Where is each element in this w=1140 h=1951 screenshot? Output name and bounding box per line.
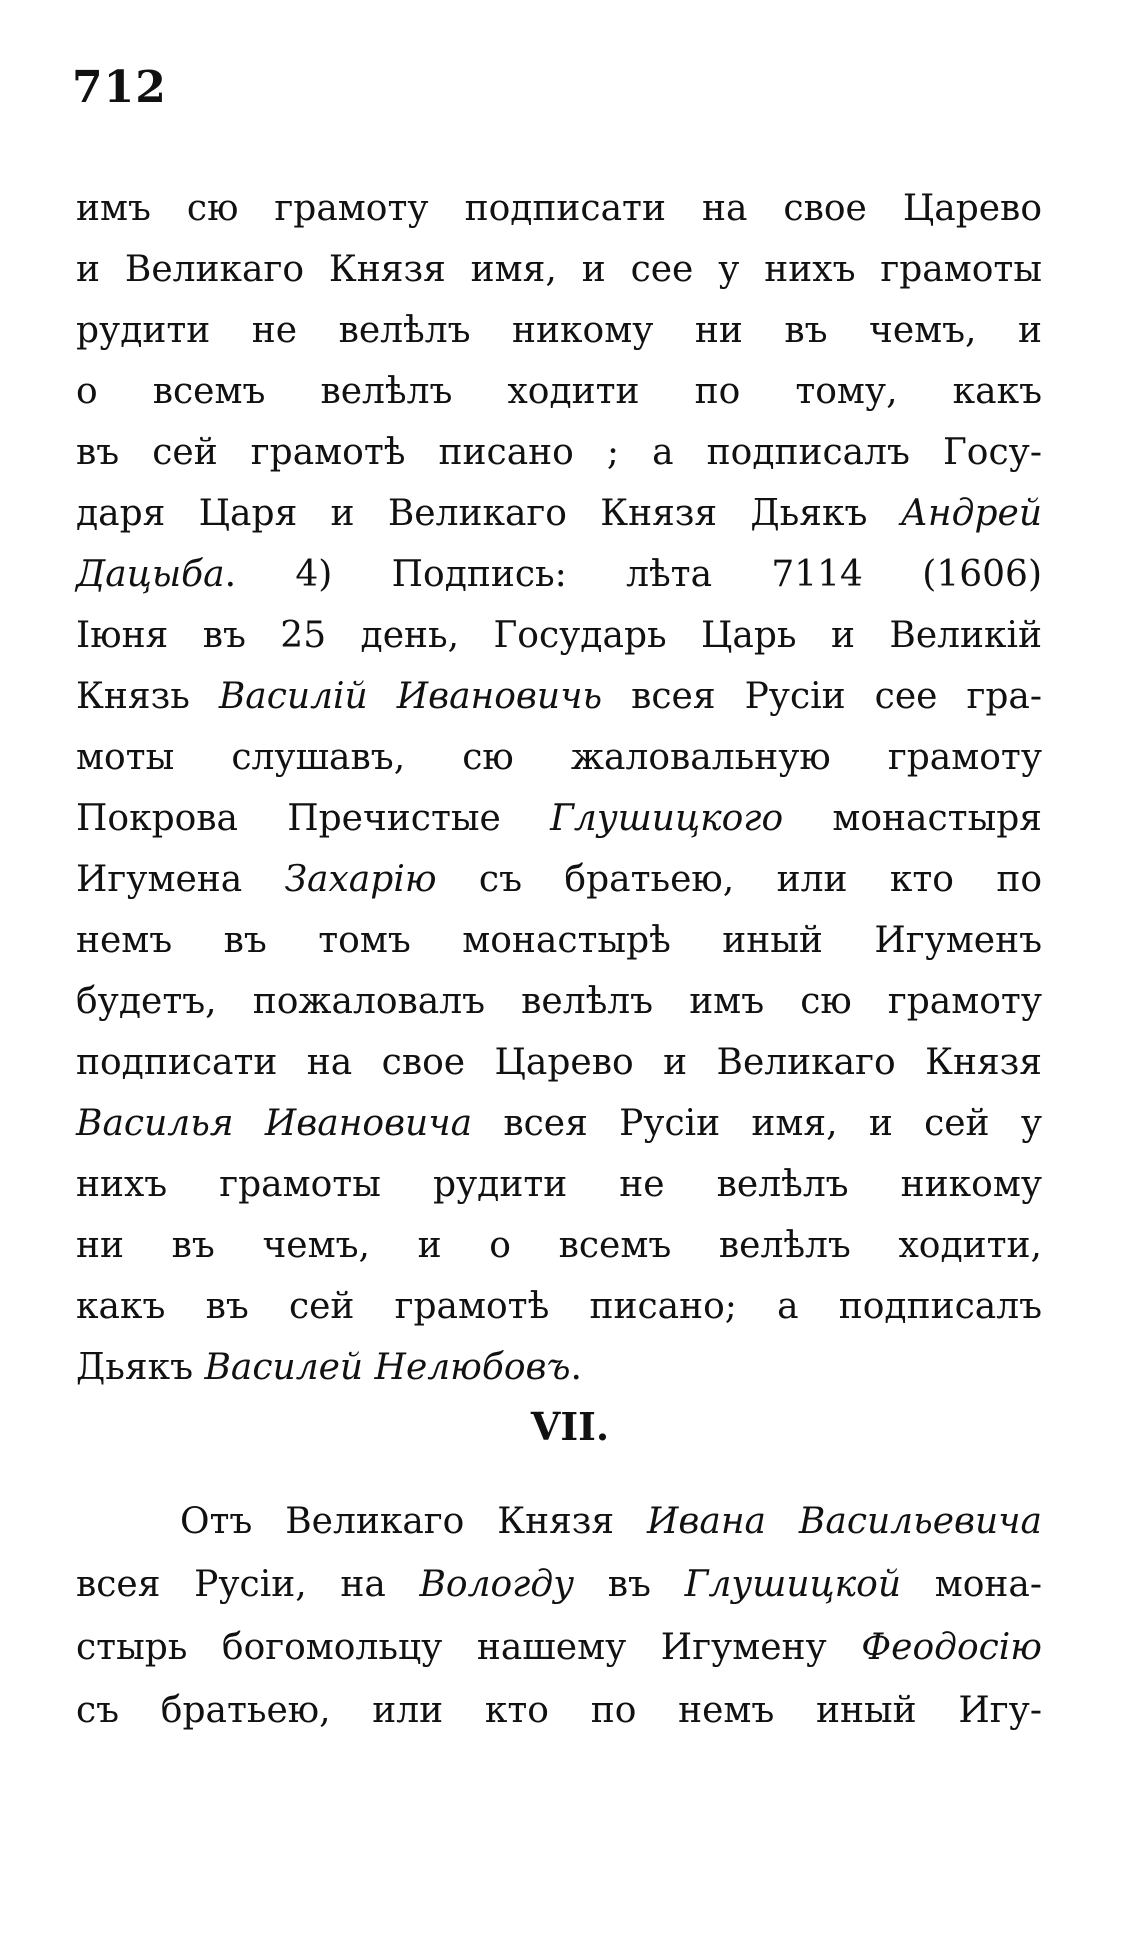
text-segment: всея Русіи, на: [76, 1564, 420, 1605]
letter-text-block: [76, 1490, 1042, 1742]
italic-name-text: Ивана Васильевича: [647, 1501, 1042, 1542]
italic-name-text: Глушицкого: [550, 798, 784, 839]
text-segment: .: [570, 1347, 582, 1388]
italic-name-text: Глушицкой: [684, 1564, 902, 1605]
text-line: [76, 1490, 1042, 1553]
text-segment: немъ въ томъ монастырѣ иный Игуменъ: [76, 920, 1042, 961]
text-segment: и Великаго Князя имя, и сее у нихъ грамоты: [76, 249, 1042, 290]
text-segment: будетъ, пожаловалъ велѣлъ имъ сю грамоту: [76, 981, 1042, 1022]
text-line: [76, 422, 1042, 483]
text-segment: въ сей грамотѣ писано ; а подписалъ Госу-: [76, 432, 1042, 473]
text-line: [76, 727, 1042, 788]
text-segment: съ братьею, или кто по: [436, 859, 1042, 900]
text-segment: стырь богомольцу нашему Игумену: [76, 1627, 862, 1668]
text-segment: Игумена: [76, 859, 285, 900]
page-number: 712: [72, 62, 167, 113]
text-segment: въ: [574, 1564, 685, 1605]
text-segment: всея Русіи имя, и сей у: [472, 1103, 1043, 1144]
text-line: [76, 666, 1042, 727]
text-line: [76, 361, 1042, 422]
italic-name-text: Василей Нелюбовъ: [204, 1347, 571, 1388]
text-segment: Отъ Великаго Князя: [180, 1501, 648, 1542]
text-line: [76, 849, 1042, 910]
text-line: [76, 788, 1042, 849]
text-line: [76, 1679, 1042, 1742]
text-line: [76, 300, 1042, 361]
text-line: [76, 544, 1042, 605]
text-segment: . 4) Подпись: лѣта 7114 (1606): [224, 554, 1042, 595]
text-segment: Дьякъ: [76, 1347, 205, 1388]
text-segment: о всемъ велѣлъ ходити по тому, какъ: [76, 371, 1042, 412]
italic-name-text: Захарію: [284, 859, 437, 900]
section-heading: VII.: [530, 1404, 610, 1449]
text-line: [76, 1154, 1042, 1215]
italic-name-text: Василья Ивановича: [76, 1103, 473, 1144]
text-line: [76, 1276, 1042, 1337]
text-segment: рудити не велѣлъ никому ни въ чемъ, и: [76, 310, 1042, 351]
text-line: [76, 1616, 1042, 1679]
italic-name-text: Феодосію: [861, 1627, 1042, 1668]
text-segment: всея Русіи сее гра-: [602, 676, 1042, 717]
text-line: [76, 910, 1042, 971]
text-segment: монастыря: [783, 798, 1043, 839]
text-segment: даря Царя и Великаго Князя Дьякъ: [76, 493, 901, 534]
italic-name-text: Василій Ивановичь: [218, 676, 603, 717]
text-segment: ни въ чемъ, и о всемъ велѣлъ ходити,: [76, 1225, 1042, 1266]
text-line: [76, 605, 1042, 666]
text-segment: мона-: [901, 1564, 1042, 1605]
italic-name-text: Вологду: [419, 1564, 575, 1605]
text-segment: Князь: [76, 676, 219, 717]
text-line: [76, 239, 1042, 300]
text-line: [76, 1093, 1042, 1154]
text-line: [76, 971, 1042, 1032]
italic-name-text: Дацыба: [76, 554, 225, 595]
text-segment: съ братьею, или кто по немъ иный Игу-: [76, 1690, 1042, 1731]
text-segment: какъ въ сей грамотѣ писано; а подписалъ: [76, 1286, 1042, 1327]
text-line: [76, 1553, 1042, 1616]
italic-name-text: Андрей: [900, 493, 1042, 534]
text-segment: Іюня въ 25 день, Государь Царь и Великій: [76, 615, 1042, 656]
text-segment: нихъ грамоты рудити не велѣлъ никому: [76, 1164, 1042, 1205]
text-line: [76, 178, 1042, 239]
text-segment: имъ сю грамоту подписати на свое Царево: [76, 188, 1042, 229]
text-line: [76, 483, 1042, 544]
text-line: [76, 1337, 1042, 1398]
text-segment: моты слушавъ, сю жаловальную грамоту: [76, 737, 1042, 778]
text-line: [76, 1032, 1042, 1093]
continued-text-block: [76, 178, 1042, 1398]
text-segment: подписати на свое Царево и Великаго Князя: [76, 1042, 1042, 1083]
text-segment: Покрова Пречистые: [76, 798, 551, 839]
text-line: [76, 1215, 1042, 1276]
